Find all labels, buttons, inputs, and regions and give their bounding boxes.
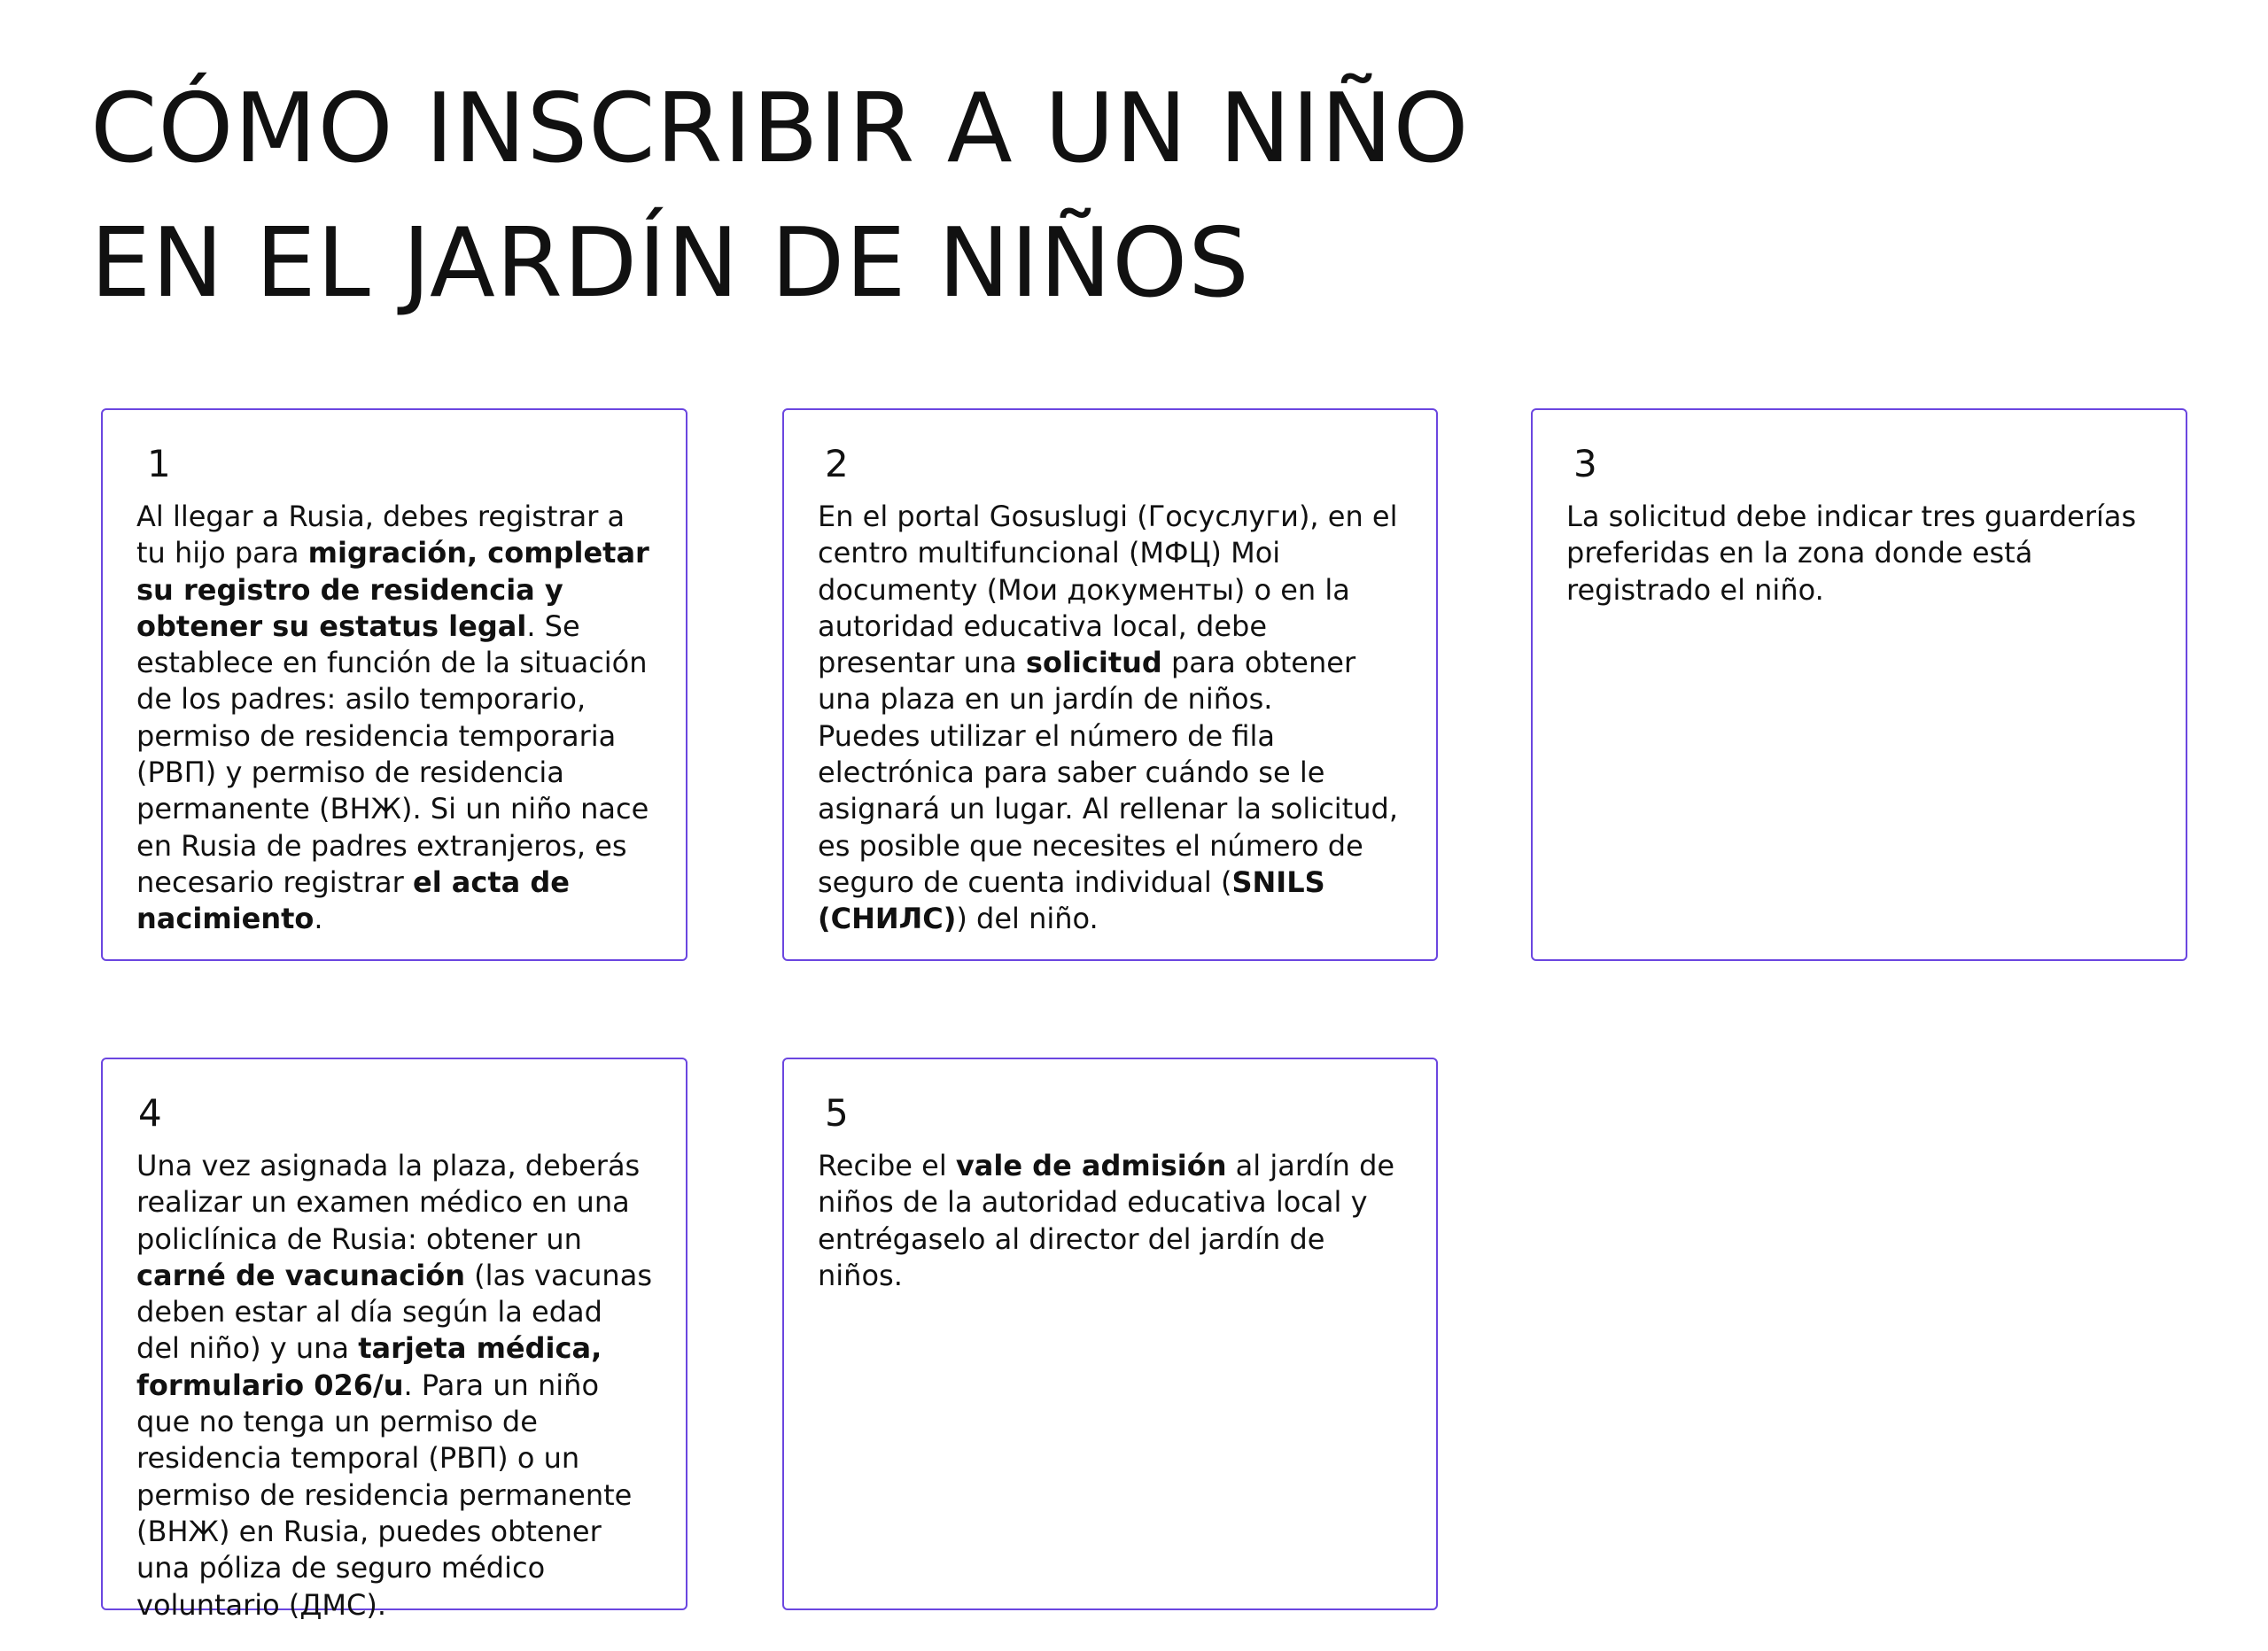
step-text-part: La solicitud debe indicar tres guarderías preferidas en la zona donde está registrado el niño.: [1566, 500, 2137, 607]
step-text-part: al jardín de niños de la autoridad educativa local y entrégaselo al director del jardín de niños.: [818, 1149, 1395, 1292]
step-card-5: [782, 1058, 1438, 1610]
step-number: 3: [1573, 442, 1597, 485]
step-text-part: para obtener una plaza en un jardín de niños.: [818, 646, 1356, 717]
step-card-1: [101, 408, 687, 961]
step-text-part: Una vez asignada la plaza, deberás realizar un examen médico en una policlínica de Rusia: obtener un: [136, 1149, 641, 1256]
step-description: [136, 1148, 652, 1624]
step-card-2: [782, 408, 1438, 961]
step-text-part: . Para un niño que no tenga un permiso de residencia temporal (РВП) o un permiso de residencia permanente (ВНЖ) en Rusia, puedes obtener una póliza de seguro médico voluntario (ДМС).: [136, 1368, 633, 1622]
step-text-part: Recibe el: [818, 1149, 956, 1182]
step-text-bold: solicitud: [1025, 646, 1162, 680]
step-text-part: . Se establece en función de la situación de los padres: asilo temporario, permiso de residencia temporaria (РВП) y permiso de residencia permanente (ВНЖ). Si un niño nace en Rusia de padres extranjeros, es necesario registrar: [136, 608, 649, 899]
step-text-bold: tarjeta médica, formulario 026/u: [136, 1331, 602, 1402]
step-card-4: [101, 1058, 687, 1622]
step-text-part: (las vacunas deben estar al día según la edad del niño) y una: [136, 1258, 652, 1366]
step-number: 1: [147, 442, 171, 485]
step-description: [818, 499, 1402, 938]
step-text-bold: vale de admisión: [955, 1149, 1227, 1182]
step-card-3: [1531, 408, 2187, 961]
step-number: 2: [825, 442, 849, 485]
step-text-part: En el portal Gosuslugi (Госуслуги), en el centro multifuncional (МФЦ) Moi documenty (Мои документы) o en la autoridad educativa local, debe presentar una: [818, 500, 1398, 680]
step-text-bold: carné de vacunación: [136, 1258, 465, 1292]
step-description: [1566, 499, 2152, 608]
step-number: 4: [138, 1091, 162, 1135]
step-text-part: ) del niño.: [956, 902, 1099, 936]
step-text-bold: el acta de nacimiento: [136, 864, 570, 936]
step-description: [136, 499, 652, 938]
page-title: [90, 62, 1470, 331]
page-title-line-2: EN EL JARDÍN DE NIÑOS: [90, 208, 1250, 319]
step-number: 5: [825, 1091, 849, 1135]
step-text-part: Al llegar a Rusia, debes registrar a tu hijo para: [136, 500, 625, 570]
step-description: [818, 1148, 1402, 1294]
step-text-bold: migración, completar su registro de residencia y obtener su estatus legal: [136, 536, 649, 643]
page-title-line-1: CÓMO INSCRIBIR A UN NIÑO: [90, 74, 1470, 184]
step-text-part: .: [314, 902, 323, 936]
step-text-bold: SNILS (СНИЛС): [818, 864, 1325, 936]
step-text-part: Puedes utilizar el número de fila electrónica para saber cuándo se le asignará un lugar. Al rellenar la solicitud, es posible que necesites el número de seguro de cuenta individual (: [818, 718, 1398, 899]
